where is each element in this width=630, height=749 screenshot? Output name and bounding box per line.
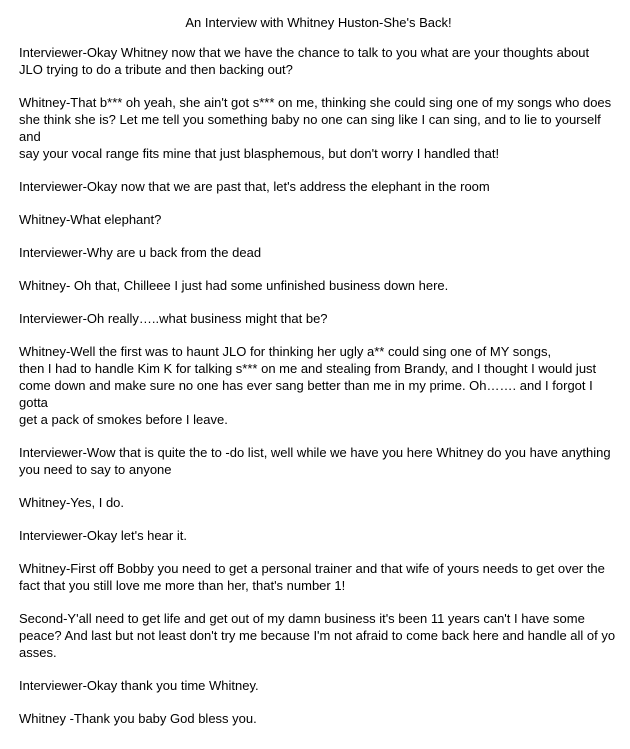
paragraph-interviewer-to-do-list: Interviewer-Wow that is quite the to -do list, well while we have you here Whitney do you have anything you need to say to anyone [19,445,611,477]
paragraph-interviewer-lets-hear: Interviewer-Okay let's hear it. [19,528,187,543]
paragraph-interviewer-elephant: Interviewer-Okay now that we are past that, let's address the elephant in the room [19,179,490,194]
paragraph-interviewer-what-business: Interviewer-Oh really…..what business might that be? [19,311,328,326]
paragraph-whitney-yes: Whitney-Yes, I do. [19,495,125,510]
paragraph-whitney-what-elephant: Whitney-What elephant? [19,212,162,227]
paragraph-whitney-god-bless: Whitney -Thank you baby God bless you. [19,711,257,726]
paragraph-whitney-second: Second-Y'all need to get life and get out of my damn business it's been 11 years can't I have some peace? And last but not least don't try me because I'm not afraid to come back here and handle all of yo asses. [19,611,616,660]
paragraph-interviewer-back-from-dead: Interviewer-Why are u back from the dead [19,245,262,260]
paragraph-interviewer-jlo-question: Interviewer-Okay Whitney now that we have the chance to talk to you what are your thoughts about JLO trying to do a tribute and then backing out? [19,45,590,77]
paragraph-whitney-bobby: Whitney-First off Bobby you need to get a personal trainer and that wife of yours needs to get over the fact that you still love me more than her, that's number 1! [19,561,605,593]
paragraph-interviewer-thank-you: Interviewer-Okay thank you time Whitney. [19,678,259,693]
document-title: An Interview with Whitney Huston-She's Back! [185,15,452,30]
paragraph-whitney-jlo-answer: Whitney-That b*** oh yeah, she ain't got s*** on me, thinking she could sing one of my songs who does she think she is? Let me tell you something baby no one can sing like I can sing, and to lie to yourself and say your vocal range fits mine that just blasphemous, but don't worry I handled that! [19,95,612,161]
paragraph-whitney-unfinished-business: Whitney- Oh that, Chilleee I just had some unfinished business down here. [19,278,449,293]
paragraph-whitney-business-list: Whitney-Well the first was to haunt JLO for thinking her ugly a** could sing one of MY songs, then I had to handle Kim K for talking s*** on me and stealing from Brandy, and I thought I would just come down and make sure no one has ever sang better than me in my prime. Oh……. and I forgot I gotta get a pack of smokes before I leave. [19,344,597,427]
